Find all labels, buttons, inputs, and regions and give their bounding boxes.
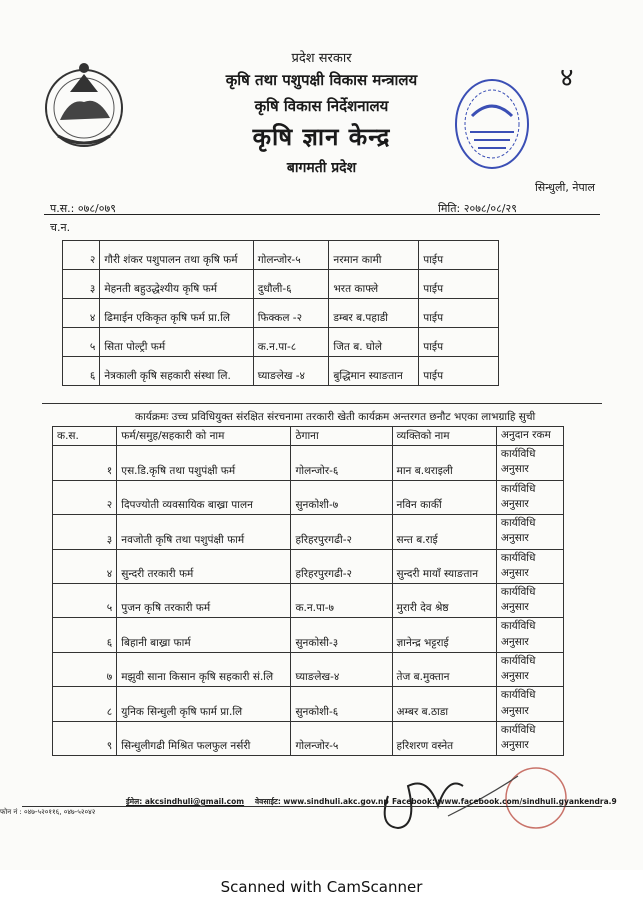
cell-grant: कार्यविधि अनुसार — [496, 652, 563, 686]
dispatch-number-label: च.न. — [50, 221, 71, 234]
cell-name: गौरी शंकर पशुपालन तथा कृषि फर्म — [100, 241, 253, 270]
column-header-person: व्यक्तिको नाम — [392, 427, 496, 446]
cell-address: घ्याङलेख-४ — [291, 652, 392, 686]
cell-person: डम्बर ब.पहाडी — [329, 299, 419, 328]
header-office-name: कृषि ज्ञान केन्द्र — [252, 123, 391, 151]
table-row — [63, 299, 499, 328]
cell-grant: पाईप — [419, 357, 499, 386]
cell-grant: कार्यविधि अनुसार — [496, 515, 563, 549]
cell-name: बिहानी बाख्रा फार्म — [117, 618, 291, 652]
cell-person: मुरारी देव श्रेष्ठ — [392, 583, 496, 617]
cell-person: नविन कार्की — [392, 480, 496, 514]
beneficiary-table — [52, 426, 564, 756]
cell-grant: पाईप — [419, 241, 499, 270]
cell-serial: १ — [53, 446, 117, 480]
cell-serial: २ — [53, 480, 117, 514]
table-row — [53, 515, 564, 549]
page-number: ४ — [560, 63, 574, 93]
table-row — [63, 357, 499, 386]
cell-serial: ५ — [53, 583, 117, 617]
table-row — [53, 549, 564, 583]
header-government: प्रदेश सरकार — [291, 51, 352, 66]
section-divider — [42, 403, 602, 404]
cell-person: ज्ञानेन्द्र भट्टराई — [392, 618, 496, 652]
program-title: कार्यक्रमः उच्च प्रविधियुक्त संरक्षित संरचनामा तरकारी खेती कार्यक्रम अन्तरगत छनौट भएका लाभग्राहि सुची — [135, 411, 536, 423]
header-divider — [44, 214, 600, 215]
cell-person: नरमान कामी — [329, 241, 419, 270]
cell-serial: ७ — [53, 652, 117, 686]
cell-serial: ५ — [63, 328, 100, 357]
cell-address: गोलन्जोर-५ — [291, 721, 392, 755]
column-header-sn: क.स. — [53, 427, 117, 446]
table-row — [53, 652, 564, 686]
cell-address: गोलन्जोर-५ — [253, 241, 329, 270]
cell-address: सुनकोशी-६ — [291, 687, 392, 721]
ref-value: ०७८/०७९ — [77, 202, 116, 215]
table-row — [63, 241, 499, 270]
cell-person: मान ब.थराइली — [392, 446, 496, 480]
cell-name: सिन्धुलीगढी मिश्रित फलफुल नर्सरी — [117, 721, 291, 755]
cell-name: सिता पोल्ट्री फर्म — [100, 328, 253, 357]
table-row — [53, 480, 564, 514]
cell-address: सुनकोशी-७ — [291, 480, 392, 514]
cell-grant: कार्यविधि अनुसार — [496, 549, 563, 583]
cell-grant: कार्यविधि अनुसार — [496, 583, 563, 617]
cell-person: सुन्दरी मायाँ स्याङतान — [392, 549, 496, 583]
cell-name: युनिक सिन्धुली कृषि फार्म प्रा.लि — [117, 687, 291, 721]
cell-address: दुधौली-६ — [253, 270, 329, 299]
table-row — [53, 687, 564, 721]
date-value: २०७८/०८/२९ — [463, 202, 517, 215]
table-row — [63, 270, 499, 299]
beneficiary-table-continued — [62, 240, 499, 386]
office-location: सिन्धुली, नेपाल — [534, 181, 595, 194]
table-row — [53, 583, 564, 617]
cell-serial: ८ — [53, 687, 117, 721]
cell-grant: कार्यविधि अनुसार — [496, 721, 563, 755]
cell-serial: ३ — [53, 515, 117, 549]
cell-name: पुजन कृषि तरकारी फर्म — [117, 583, 291, 617]
date-label: मिति: — [438, 202, 461, 215]
column-header-address: ठेगाना — [291, 427, 392, 446]
footer-website: वेवसाईट: www.sindhuli.akc.gov.np — [255, 797, 389, 806]
table-row — [63, 328, 499, 357]
signature-stamp — [368, 756, 568, 836]
cell-name: नेत्रकाली कृषि सहकारी संस्था लि. — [100, 357, 253, 386]
footer-phone: फोन नं : ०४७-५२०११६, ०४७-५२०४२ — [0, 808, 96, 816]
header-province: बागमती प्रदेश — [286, 160, 357, 176]
table-header-row — [53, 427, 564, 446]
cell-person: भरत काफ्ले — [329, 270, 419, 299]
header-directorate: कृषि विकास निर्देशनालय — [254, 97, 389, 115]
cell-name: दिपज्योती व्यवसायिक बाख्रा पालन — [117, 480, 291, 514]
table-row — [53, 618, 564, 652]
cell-name: एस.डि.कृषि तथा पशुपंक्षी फर्म — [117, 446, 291, 480]
cell-serial: ६ — [53, 618, 117, 652]
ref-label: प.स.: — [50, 202, 75, 215]
cell-address: फिक्कल -२ — [253, 299, 329, 328]
cell-grant: कार्यविधि अनुसार — [496, 618, 563, 652]
cell-address: हरिहरपुरगढी-२ — [291, 515, 392, 549]
cell-person: जित ब. घोले — [329, 328, 419, 357]
cell-grant: पाईप — [419, 328, 499, 357]
cell-person: अम्बर ब.ठाडा — [392, 687, 496, 721]
footer-facebook: Facebook: www.facebook.com/sindhuli.gyankendra.9 — [392, 797, 617, 806]
cell-serial: ४ — [53, 549, 117, 583]
cell-address: सुनकोसी-३ — [291, 618, 392, 652]
cell-serial: ६ — [63, 357, 100, 386]
cell-address: गोलन्जोर-६ — [291, 446, 392, 480]
cell-serial: ३ — [63, 270, 100, 299]
cell-address: हरिहरपुरगढी-२ — [291, 549, 392, 583]
table-row — [53, 446, 564, 480]
cell-person: हरिशरण वस्नेत — [392, 721, 496, 755]
cell-grant: पाईप — [419, 270, 499, 299]
cell-grant: कार्यविधि अनुसार — [496, 687, 563, 721]
table-row — [53, 721, 564, 755]
cell-serial: २ — [63, 241, 100, 270]
cell-person: सन्त ब.राई — [392, 515, 496, 549]
cell-serial: ४ — [63, 299, 100, 328]
header-ministry: कृषि तथा पशुपक्षी विकास मन्त्रालय — [225, 71, 418, 89]
cell-name: मेहनती बहुउद्धेश्यीय कृषि फर्म — [100, 270, 253, 299]
cell-address: घ्याङलेख -४ — [253, 357, 329, 386]
footer-email: ईमेल: akcsindhuli@gmail.com — [126, 797, 245, 806]
cell-name: नवजोती कृषि तथा पशुपंक्षी फार्म — [117, 515, 291, 549]
cell-address: क.न.पा-७ — [291, 583, 392, 617]
cell-grant: पाईप — [419, 299, 499, 328]
cell-name: मझुवी साना किसान कृषि सहकारी सं.लि — [117, 652, 291, 686]
cell-grant: कार्यविधि अनुसार — [496, 480, 563, 514]
cell-serial: ९ — [53, 721, 117, 755]
cell-person: बुद्धिमान स्याङतान — [329, 357, 419, 386]
camscanner-watermark: Scanned with CamScanner — [220, 878, 423, 896]
cell-grant: कार्यविधि अनुसार — [496, 446, 563, 480]
cell-name: ढिमाईन एकिकृत कृषि फर्म प्रा.लि — [100, 299, 253, 328]
cell-name: सुन्दरी तरकारी फर्म — [117, 549, 291, 583]
column-header-grant: अनुदान रकम — [496, 427, 563, 446]
column-header-name: फर्म/समुह/सहकारी को नाम — [117, 427, 291, 446]
cell-person: तेज ब.मुक्तान — [392, 652, 496, 686]
cell-address: क.न.पा-८ — [253, 328, 329, 357]
